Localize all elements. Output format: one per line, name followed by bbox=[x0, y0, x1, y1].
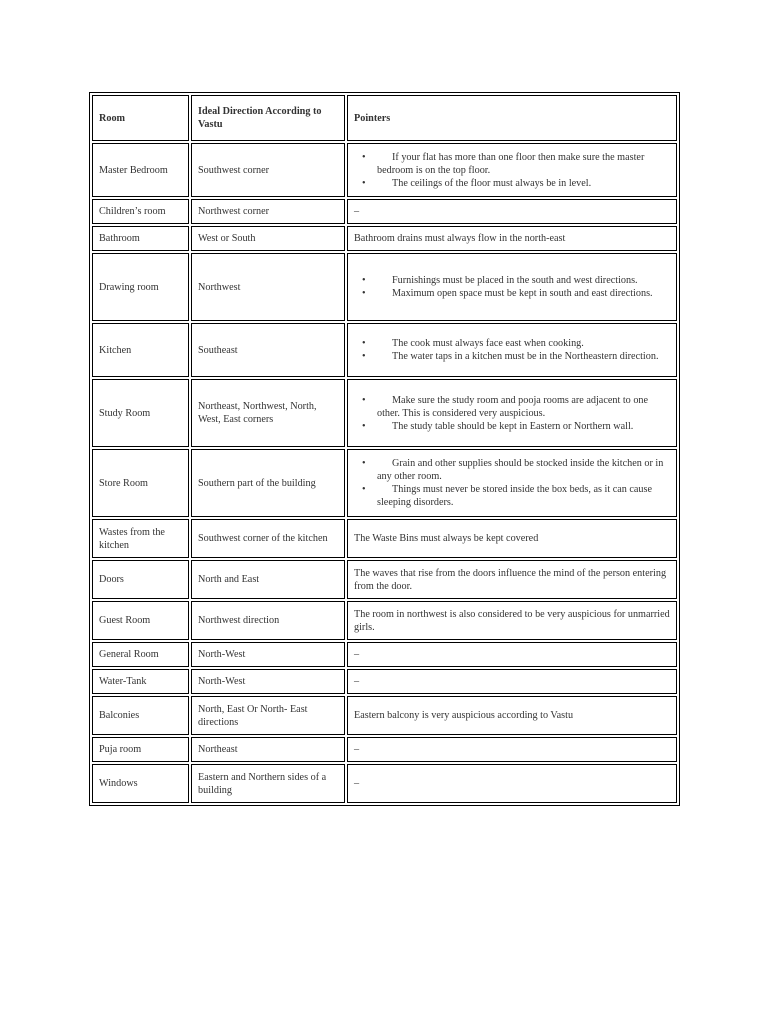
room-cell: Balconies bbox=[92, 696, 189, 735]
table-row bbox=[92, 669, 677, 694]
bullet-icon: • bbox=[362, 394, 366, 406]
pointers-cell: The Waste Bins must always be kept covered bbox=[347, 519, 677, 558]
pointer-text: The cook must always face east when cooking. bbox=[392, 338, 584, 349]
table-row bbox=[92, 449, 677, 517]
table-row bbox=[92, 519, 677, 558]
table-row bbox=[92, 199, 677, 224]
room-cell: Store Room bbox=[92, 449, 189, 517]
direction-cell: North-West bbox=[191, 669, 345, 694]
direction-cell: North, East Or North- East directions bbox=[191, 696, 345, 735]
pointer-list bbox=[354, 457, 670, 509]
pointers-cell: – bbox=[347, 669, 677, 694]
pointers-cell: Eastern balcony is very auspicious according to Vastu bbox=[347, 696, 677, 735]
header-direction: Ideal Direction According to Vastu bbox=[191, 95, 345, 141]
direction-cell: Northwest bbox=[191, 253, 345, 321]
pointers-cell: Bathroom drains must always flow in the north-east bbox=[347, 226, 677, 251]
bullet-icon: • bbox=[362, 275, 366, 286]
direction-cell: Southwest corner of the kitchen bbox=[191, 519, 345, 558]
list-item bbox=[354, 337, 670, 350]
room-cell: Doors bbox=[92, 560, 189, 599]
pointer-text: Grain and other supplies should be stocked inside the kitchen or in any other room. bbox=[377, 458, 664, 482]
table-row bbox=[92, 143, 677, 197]
pointer-list bbox=[354, 394, 670, 433]
room-cell: Wastes from the kitchen bbox=[92, 519, 189, 558]
table-row bbox=[92, 253, 677, 321]
pointers-cell bbox=[347, 253, 677, 321]
room-cell: Kitchen bbox=[92, 323, 189, 377]
list-item bbox=[354, 350, 670, 363]
pointers-cell: The room in northwest is also considered to be very auspicious for unmarried girls. bbox=[347, 601, 677, 640]
room-cell: Children’s room bbox=[92, 199, 189, 224]
pointers-cell: – bbox=[347, 642, 677, 667]
pointers-cell bbox=[347, 379, 677, 447]
pointers-cell bbox=[347, 143, 677, 197]
direction-cell: North-West bbox=[191, 642, 345, 667]
direction-cell: Southeast bbox=[191, 323, 345, 377]
pointer-text: Things must never be stored inside the box beds, as it can cause sleeping disorders. bbox=[377, 484, 653, 508]
direction-cell: Northeast, Northwest, North, West, East corners bbox=[191, 379, 345, 447]
pointers-cell bbox=[347, 323, 677, 377]
pointers-cell: – bbox=[347, 199, 677, 224]
direction-cell: Northeast bbox=[191, 737, 345, 762]
room-cell: Drawing room bbox=[92, 253, 189, 321]
list-item bbox=[354, 420, 670, 433]
list-item bbox=[354, 177, 670, 190]
vastu-direction-table bbox=[89, 92, 680, 806]
direction-cell: Southern part of the building bbox=[191, 449, 345, 517]
table-row bbox=[92, 642, 677, 667]
direction-cell: West or South bbox=[191, 226, 345, 251]
list-item bbox=[354, 483, 670, 509]
room-cell: Windows bbox=[92, 764, 189, 803]
header-pointers: Pointers bbox=[347, 95, 677, 141]
bullet-icon: • bbox=[362, 177, 366, 189]
table-row bbox=[92, 696, 677, 735]
room-cell: Guest Room bbox=[92, 601, 189, 640]
pointers-cell: – bbox=[347, 764, 677, 803]
direction-cell: North and East bbox=[191, 560, 345, 599]
direction-cell: Eastern and Northern sides of a building bbox=[191, 764, 345, 803]
pointer-list bbox=[354, 337, 670, 363]
pointer-text: Furnishings must be placed in the south and west directions. bbox=[392, 275, 638, 286]
bullet-icon: • bbox=[362, 338, 366, 349]
list-item bbox=[354, 274, 670, 287]
bullet-icon: • bbox=[362, 420, 366, 432]
table-row bbox=[92, 601, 677, 640]
pointer-text: The study table should be kept in Eastern or Northern wall. bbox=[392, 420, 634, 432]
bullet-icon: • bbox=[362, 484, 366, 495]
pointer-text: The water taps in a kitchen must be in the Northeastern direction. bbox=[392, 351, 659, 362]
table-row bbox=[92, 226, 677, 251]
room-cell: Master Bedroom bbox=[92, 143, 189, 197]
bullet-icon: • bbox=[362, 351, 366, 362]
room-cell: Study Room bbox=[92, 379, 189, 447]
room-cell: Puja room bbox=[92, 737, 189, 762]
direction-cell: Northwest corner bbox=[191, 199, 345, 224]
pointer-text: If your flat has more than one floor then make sure the master bedroom is on the top floor. bbox=[377, 151, 645, 176]
bullet-icon: • bbox=[362, 288, 366, 299]
room-cell: Water-Tank bbox=[92, 669, 189, 694]
room-cell: Bathroom bbox=[92, 226, 189, 251]
table-row bbox=[92, 323, 677, 377]
pointer-text: Make sure the study room and pooja rooms are adjacent to one other. This is considered very auspicious. bbox=[377, 394, 649, 419]
table-row bbox=[92, 560, 677, 599]
table-row bbox=[92, 764, 677, 803]
direction-cell: Southwest corner bbox=[191, 143, 345, 197]
table-row bbox=[92, 737, 677, 762]
bullet-icon: • bbox=[362, 458, 366, 469]
pointer-text: The ceilings of the floor must always be in level. bbox=[392, 177, 592, 189]
pointer-list bbox=[354, 151, 670, 190]
pointers-cell bbox=[347, 449, 677, 517]
list-item bbox=[354, 287, 670, 300]
pointers-cell: The waves that rise from the doors influence the mind of the person entering from the door. bbox=[347, 560, 677, 599]
pointers-cell: – bbox=[347, 737, 677, 762]
list-item bbox=[354, 457, 670, 483]
list-item bbox=[354, 394, 670, 420]
direction-cell: Northwest direction bbox=[191, 601, 345, 640]
header-room: Room bbox=[92, 95, 189, 141]
pointer-text: Maximum open space must be kept in south and east directions. bbox=[392, 288, 653, 299]
table-header-row bbox=[92, 95, 677, 141]
bullet-icon: • bbox=[362, 151, 366, 163]
table-row bbox=[92, 379, 677, 447]
table-body bbox=[92, 143, 677, 803]
pointer-list bbox=[354, 274, 670, 300]
list-item bbox=[354, 151, 670, 177]
room-cell: General Room bbox=[92, 642, 189, 667]
